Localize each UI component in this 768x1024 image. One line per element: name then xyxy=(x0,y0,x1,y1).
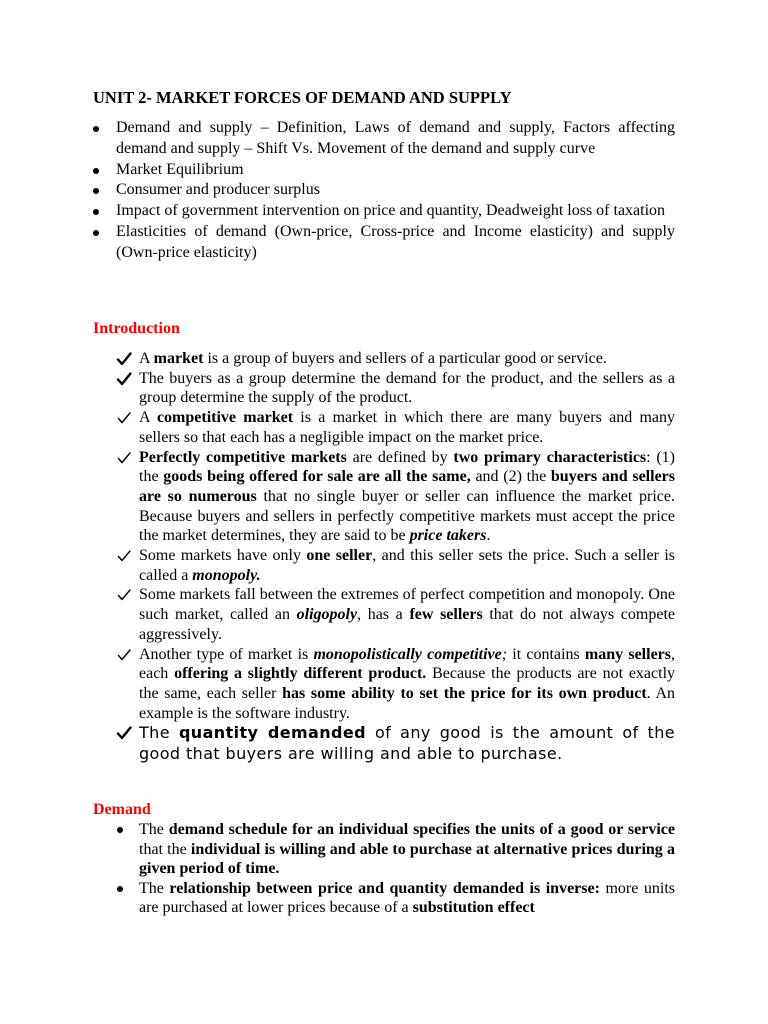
checkmark-icon xyxy=(116,351,132,367)
list-item: A competitive market is a market in which there are many buyers and many sellers so that each has a negligible impact on the market price. xyxy=(116,408,675,447)
bullet-icon xyxy=(93,188,99,194)
checkmark-icon xyxy=(116,587,132,603)
introduction-title: Introduction xyxy=(93,320,180,337)
checkmark-icon xyxy=(116,647,132,663)
demand-title: Demand xyxy=(93,801,151,818)
bullet-icon xyxy=(117,886,123,892)
list-item: Consumer and producer surplus xyxy=(93,180,675,201)
list-item: Market Equilibrium xyxy=(93,160,675,181)
list-item: Perfectly competitive markets are defined by two primary characteristics: (1) the goods being offered for sale are all the same, and (2) the buyers and sellers are so numerous that no single buyer or seller can influence the market price. Because buyers and sellers in perfectly competitive markets must accept the price the market determines, they are said to be price takers. xyxy=(116,448,675,547)
list-item: The buyers as a group determine the demand for the product, and the sellers as a group determine the supply of the product. xyxy=(116,369,675,408)
bullet-icon xyxy=(93,168,99,174)
demand-list xyxy=(93,820,675,918)
unit-heading: UNIT 2- MARKET FORCES OF DEMAND AND SUPPLY xyxy=(93,88,512,107)
bullet-icon xyxy=(117,827,123,833)
list-item: Some markets have only one seller, and this seller sets the price. Such a seller is called a monopoly. xyxy=(116,546,675,585)
bullet-icon xyxy=(93,126,99,132)
list-item: The relationship between price and quantity demanded is inverse: more units are purchased at lower prices because of a substitution effect xyxy=(93,879,675,918)
checkmark-icon xyxy=(116,450,132,466)
checkmark-icon xyxy=(116,725,132,741)
list-item: A market is a group of buyers and sellers of a particular good or service. xyxy=(116,349,675,369)
list-item: The quantity demanded of any good is the amount of the good that buyers are willing and able to purchase. xyxy=(116,723,675,764)
list-item: Another type of market is monopolistically competitive; it contains many sellers, each offering a slightly different product. Because the products are not exactly the same, each seller has some ability to set the price for its own product. An example is the software industry. xyxy=(116,645,675,724)
introduction-list xyxy=(116,349,675,764)
checkmark-icon xyxy=(116,548,132,564)
checkmark-icon xyxy=(116,410,132,426)
checkmark-icon xyxy=(116,371,132,387)
bullet-icon xyxy=(93,209,99,215)
list-item: The demand schedule for an individual specifies the units of a good or service that the individual is willing and able to purchase at alternative prices during a given period of time. xyxy=(93,820,675,879)
list-item: Some markets fall between the extremes of perfect competition and monopoly. One such market, called an oligopoly, has a few sellers that do not always compete aggressively. xyxy=(116,585,675,644)
list-item: Demand and supply – Definition, Laws of demand and supply, Factors affecting demand and supply – Shift Vs. Movement of the demand and supply curve xyxy=(93,118,675,160)
unit-topics xyxy=(93,118,675,264)
list-item: Impact of government intervention on price and quantity, Deadweight loss of taxation xyxy=(93,201,675,222)
bullet-icon xyxy=(93,230,99,236)
list-item: Elasticities of demand (Own-price, Cross-price and Income elasticity) and supply (Own-price elasticity) xyxy=(93,222,675,264)
